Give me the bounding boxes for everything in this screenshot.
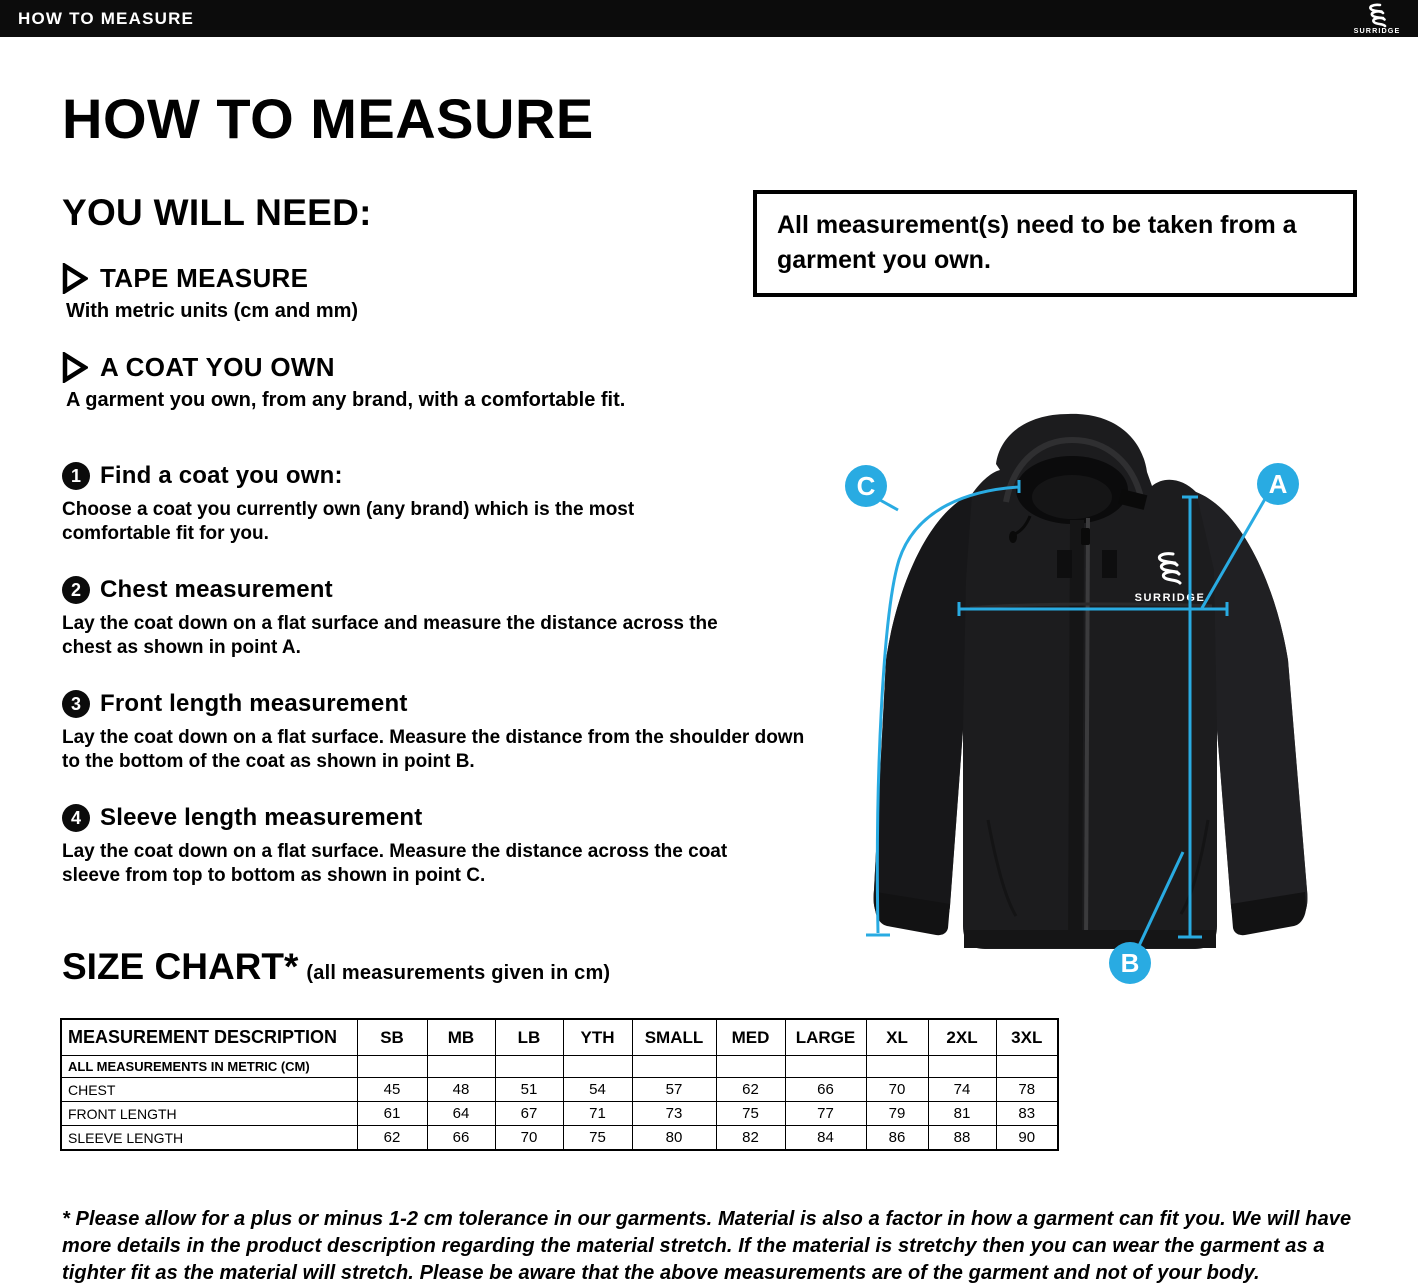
need-item-tape-measure: [62, 263, 358, 323]
svg-text:C: C: [856, 471, 876, 501]
value-cell: 57: [632, 1078, 716, 1102]
column-header: MED: [716, 1019, 785, 1056]
step-title: Sleeve length measurement: [100, 804, 423, 831]
column-header: LARGE: [785, 1019, 866, 1056]
column-header: 3XL: [996, 1019, 1058, 1056]
surridge-logo-wordmark: SURRIDGE: [1353, 26, 1401, 35]
size-chart-table: [60, 1018, 1059, 1151]
value-cell: 81: [928, 1102, 996, 1126]
value-cell: 88: [928, 1126, 996, 1151]
value-cell: 80: [632, 1126, 716, 1151]
value-cell: 74: [928, 1078, 996, 1102]
need-item-coat: [62, 352, 625, 412]
step-description: Lay the coat down on a flat surface and measure the distance across the chest as shown in point A.: [62, 613, 718, 658]
step-number-badge: 3: [62, 690, 90, 718]
empty-cell: [427, 1056, 495, 1078]
value-cell: 66: [785, 1078, 866, 1102]
value-cell: 73: [632, 1102, 716, 1126]
jacket-diagram: [820, 400, 1380, 1020]
surridge-logo: [1340, 2, 1410, 35]
value-cell: 54: [563, 1078, 632, 1102]
value-cell: 67: [495, 1102, 563, 1126]
empty-cell: [928, 1056, 996, 1078]
point-label-c: [845, 465, 887, 507]
value-cell: 62: [716, 1078, 785, 1102]
need-item-description: A garment you own, from any brand, with a comfortable fit.: [66, 389, 626, 411]
step-description: Lay the coat down on a flat surface. Measure the distance across the coat sleeve from top to bottom as shown in point C.: [62, 841, 728, 886]
need-item-description: With metric units (cm and mm): [66, 300, 359, 322]
value-cell: 51: [495, 1078, 563, 1102]
value-cell: 71: [563, 1102, 632, 1126]
value-cell: 45: [357, 1078, 427, 1102]
need-item-title: TAPE MEASURE: [100, 263, 309, 293]
empty-cell: [785, 1056, 866, 1078]
unit-row: [61, 1056, 1058, 1078]
column-header: XL: [866, 1019, 928, 1056]
step-description: Lay the coat down on a flat surface. Measure the distance from the shoulder down to the bottom of the coat as shown in point B.: [62, 727, 805, 772]
empty-cell: [495, 1056, 563, 1078]
unit-row-label: ALL MEASUREMENTS IN METRIC (CM): [61, 1056, 357, 1078]
jacket-illustration: [874, 414, 1308, 949]
point-label-b: [1109, 942, 1151, 984]
value-cell: 78: [996, 1078, 1058, 1102]
table-row: [61, 1126, 1058, 1151]
value-cell: 79: [866, 1102, 928, 1126]
column-header: SB: [357, 1019, 427, 1056]
note-text: All measurement(s) need to be taken from a garment you own.: [777, 211, 1297, 274]
footnote: * Please allow for a plus or minus 1-2 cm tolerance in our garments. Material is also a factor in how a garment can fit you. We will have more details in the product description regarding the material stretch. If the material is stretchy then you can wear the garment as a tighter fit as the material will stretch. Please be aware that the above measurements are of the garment and not of your body.: [62, 1208, 1352, 1285]
column-header: 2XL: [928, 1019, 996, 1056]
empty-cell: [716, 1056, 785, 1078]
top-bar: [0, 0, 1418, 37]
value-cell: 64: [427, 1102, 495, 1126]
value-cell: 84: [785, 1126, 866, 1151]
value-cell: 86: [866, 1126, 928, 1151]
svg-text:A: A: [1268, 469, 1288, 499]
empty-cell: [563, 1056, 632, 1078]
step-number-badge: 4: [62, 804, 90, 832]
step-number-badge: 1: [62, 462, 90, 490]
column-header: YTH: [563, 1019, 632, 1056]
step-description: Choose a coat you currently own (any brand) which is the most comfortable fit for you.: [62, 499, 635, 544]
step-2: [62, 576, 752, 659]
step-title: Find a coat you own:: [100, 462, 343, 489]
row-label: CHEST: [61, 1078, 357, 1102]
page-title: HOW TO MEASURE: [62, 87, 594, 150]
value-cell: 75: [563, 1126, 632, 1151]
point-label-a: [1257, 463, 1299, 505]
step-1: [62, 462, 682, 545]
size-chart-title: SIZE CHART*: [62, 946, 299, 987]
step-title: Chest measurement: [100, 576, 333, 603]
column-header: LB: [495, 1019, 563, 1056]
value-cell: 62: [357, 1126, 427, 1151]
value-cell: 75: [716, 1102, 785, 1126]
row-label: SLEEVE LENGTH: [61, 1126, 357, 1151]
surridge-logo-mark-icon: [1370, 5, 1385, 26]
row-label: FRONT LENGTH: [61, 1102, 357, 1126]
step-3: [62, 690, 824, 773]
step-number-badge: 2: [62, 576, 90, 604]
triangle-bullet-icon: [62, 263, 88, 294]
value-cell: 70: [866, 1078, 928, 1102]
value-cell: 61: [357, 1102, 427, 1126]
note-box: [753, 190, 1357, 297]
value-cell: 66: [427, 1126, 495, 1151]
table-row: [61, 1102, 1058, 1126]
svg-text:B: B: [1120, 948, 1140, 978]
table-row: [61, 1078, 1058, 1102]
value-cell: 77: [785, 1102, 866, 1126]
empty-cell: [632, 1056, 716, 1078]
top-bar-title: HOW TO MEASURE: [18, 9, 195, 28]
triangle-bullet-icon: [62, 352, 88, 383]
step-4: [62, 804, 757, 887]
empty-cell: [996, 1056, 1058, 1078]
you-will-need-heading: YOU WILL NEED:: [62, 192, 372, 233]
column-header: MEASUREMENT DESCRIPTION: [61, 1019, 357, 1056]
size-chart-subheading: (all measurements given in cm): [306, 962, 611, 984]
value-cell: 48: [427, 1078, 495, 1102]
value-cell: 83: [996, 1102, 1058, 1126]
value-cell: 82: [716, 1126, 785, 1151]
jacket-logo-wordmark: SURRIDGE: [1134, 592, 1206, 604]
column-header: SMALL: [632, 1019, 716, 1056]
value-cell: 90: [996, 1126, 1058, 1151]
need-item-title: A COAT YOU OWN: [100, 352, 335, 382]
step-title: Front length measurement: [100, 690, 408, 717]
value-cell: 70: [495, 1126, 563, 1151]
empty-cell: [357, 1056, 427, 1078]
column-header: MB: [427, 1019, 495, 1056]
size-chart-heading: [62, 946, 610, 988]
empty-cell: [866, 1056, 928, 1078]
